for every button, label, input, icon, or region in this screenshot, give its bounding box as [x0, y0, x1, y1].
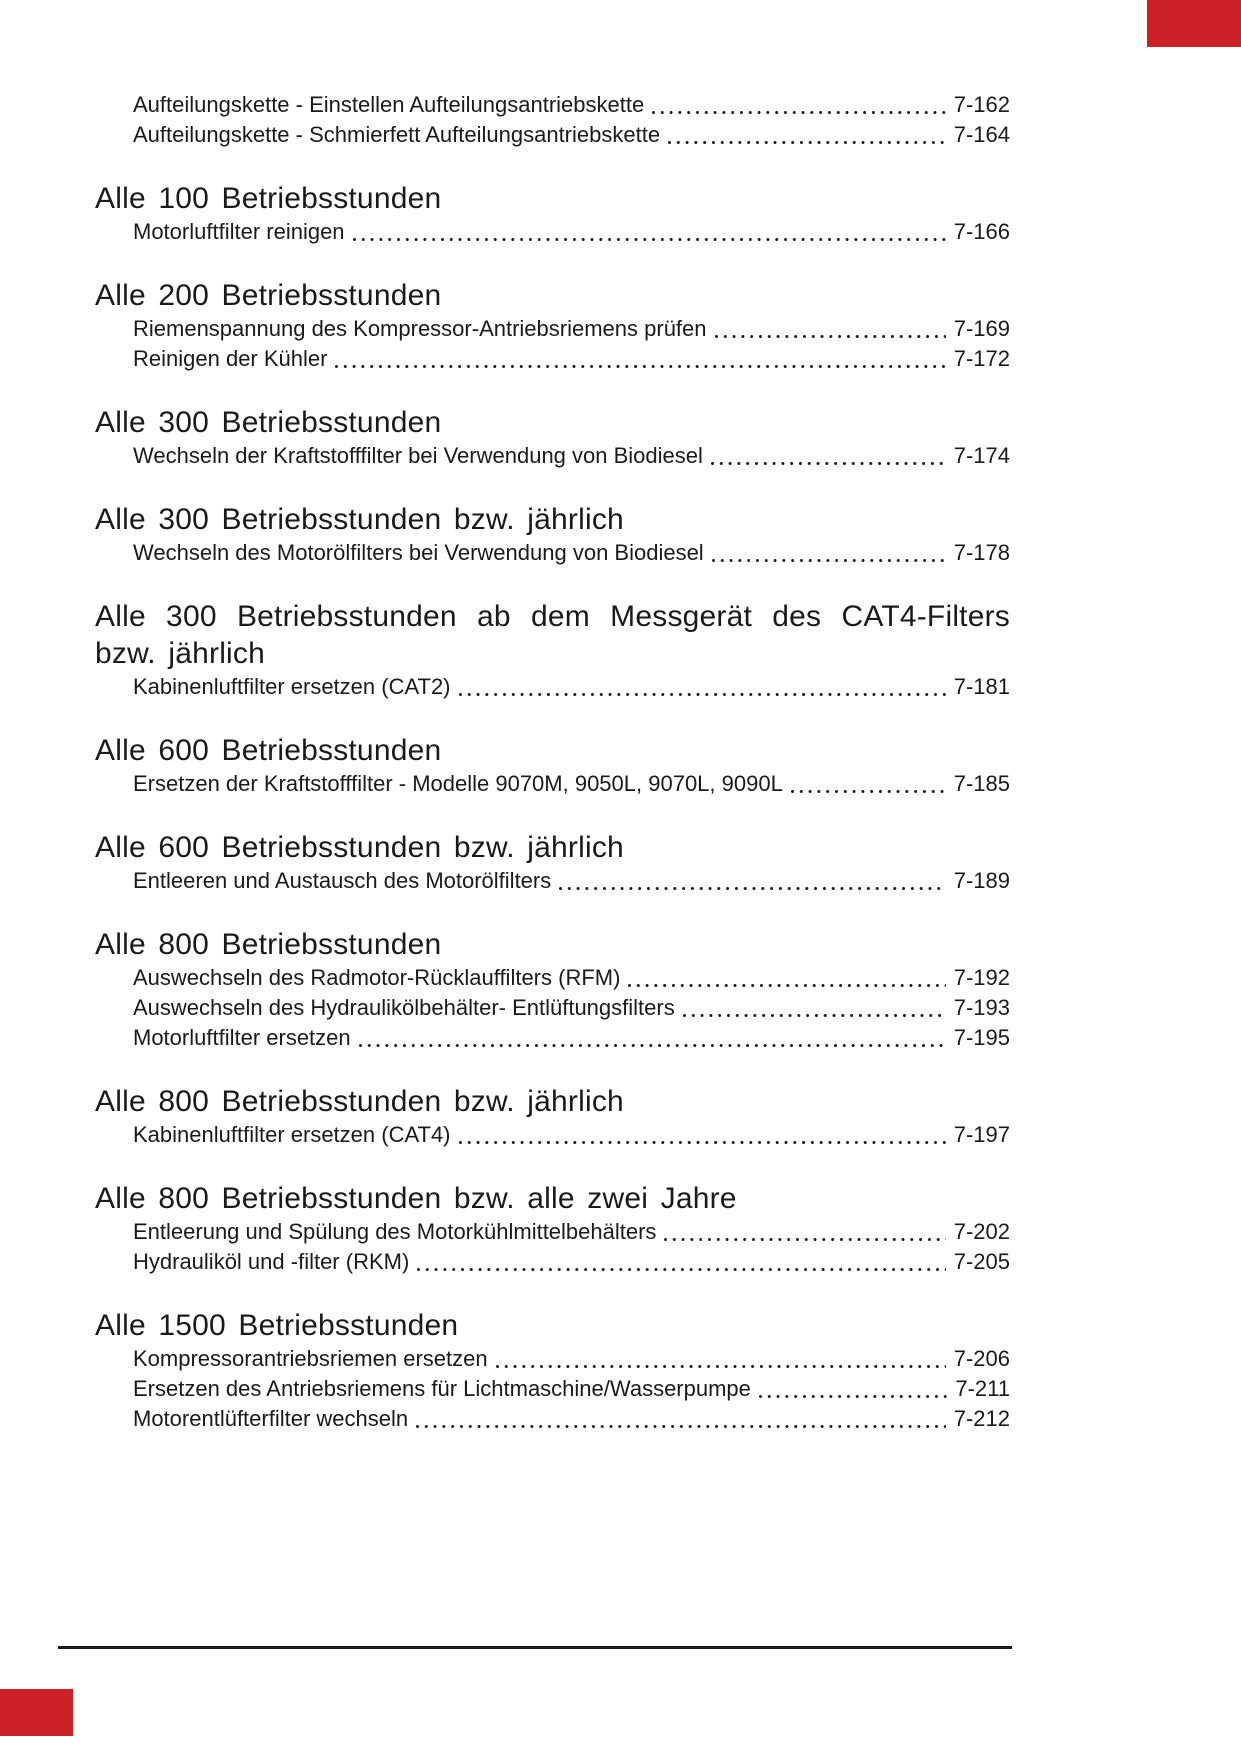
entry-title: Entleerung und Spülung des Motorkühlmittelbehälters: [133, 1219, 657, 1244]
dot-leader: [703, 441, 954, 471]
entry-page-number: 7-164: [953, 122, 1010, 147]
section-heading: Alle 300 Betriebsstunden ab dem Messgerät des CAT4-Filters bzw. jährlich: [95, 600, 1010, 670]
dot-leader: [704, 538, 954, 568]
entry-title: Wechseln des Motorölfilters bei Verwendung von Biodiesel: [133, 540, 704, 565]
dot-leader: [488, 1344, 954, 1374]
entry-page-number: 7-206: [953, 1346, 1010, 1371]
toc-section: [95, 1307, 1010, 1434]
dot-leader: [409, 1247, 953, 1277]
entry-title: Motorluftfilter reinigen: [133, 219, 345, 244]
entry-page-number: 7-192: [953, 965, 1010, 990]
entry-page-number: 7-178: [953, 540, 1010, 565]
dot-leader: [707, 314, 954, 344]
section-heading: Alle 800 Betriebsstunden bzw. jährlich: [95, 1085, 624, 1118]
toc-entry[interactable]: [95, 217, 1010, 247]
dot-leader: [327, 344, 953, 374]
toc-section: [95, 277, 1010, 374]
toc-entry[interactable]: [95, 90, 1010, 120]
toc-entry[interactable]: [95, 993, 1010, 1023]
toc-entry[interactable]: [95, 769, 1010, 799]
entry-title: Motorluftfilter ersetzen: [133, 1025, 351, 1050]
toc-entry[interactable]: [95, 1217, 1010, 1247]
dot-leader: [783, 769, 954, 799]
dot-leader: [751, 1374, 955, 1404]
entry-page-number: 7-212: [953, 1406, 1010, 1431]
toc-entry[interactable]: [95, 441, 1010, 471]
dot-leader: [675, 993, 954, 1023]
bottom-rule: [58, 1646, 1012, 1649]
bottom-left-red-mark: [0, 1689, 73, 1736]
entry-title: Riemenspannung des Kompressor-Antriebsriemens prüfen: [133, 316, 707, 341]
entry-title: Hydrauliköl und -filter (RKM): [133, 1249, 410, 1274]
dot-leader: [551, 866, 953, 896]
dot-leader: [345, 217, 954, 247]
entry-page-number: 7-193: [953, 995, 1010, 1020]
entry-page-number: 7-185: [953, 771, 1010, 796]
toc-section: [95, 180, 1010, 247]
dot-leader: [660, 120, 954, 150]
entry-page-number: 7-205: [953, 1249, 1010, 1274]
toc-entry[interactable]: [95, 866, 1010, 896]
toc-section: [95, 404, 1010, 471]
toc-entry[interactable]: [95, 1023, 1010, 1053]
entry-title: Auswechseln des Radmotor-Rücklauffilters (RFM): [133, 965, 621, 990]
toc-entry[interactable]: [95, 120, 1010, 150]
section-heading: Alle 300 Betriebsstunden: [95, 406, 442, 439]
entry-title: Kabinenluftfilter ersetzen (CAT4): [133, 1122, 451, 1147]
dot-leader: [451, 672, 954, 702]
toc-entry[interactable]: [95, 344, 1010, 374]
dot-leader: [351, 1023, 954, 1053]
entry-title: Motorentlüfterfilter wechseln: [133, 1406, 409, 1431]
toc-entry[interactable]: [95, 314, 1010, 344]
toc-entry[interactable]: [95, 672, 1010, 702]
top-right-red-mark: [1147, 0, 1241, 47]
toc-section: [95, 90, 1010, 150]
toc-section: [95, 501, 1010, 568]
dot-leader: [644, 90, 954, 120]
entry-title: Entleeren und Austausch des Motorölfilters: [133, 868, 552, 893]
toc-entry[interactable]: [95, 538, 1010, 568]
section-heading: Alle 800 Betriebsstunden: [95, 928, 442, 961]
section-heading: Alle 800 Betriebsstunden bzw. alle zwei Jahre: [95, 1182, 737, 1215]
toc-entry[interactable]: [95, 1247, 1010, 1277]
toc-section: [95, 926, 1010, 1053]
entry-page-number: 7-174: [953, 443, 1010, 468]
entry-title: Kompressorantriebsriemen ersetzen: [133, 1346, 488, 1371]
entry-page-number: 7-202: [953, 1219, 1010, 1244]
entry-title: Ersetzen des Antriebsriemens für Lichtmaschine/Wasserpumpe: [133, 1376, 751, 1401]
toc-section: [95, 829, 1010, 896]
entry-title: Kabinenluftfilter ersetzen (CAT2): [133, 674, 451, 699]
dot-leader: [656, 1217, 953, 1247]
toc-section: [95, 1083, 1010, 1150]
section-heading: Alle 600 Betriebsstunden bzw. jährlich: [95, 831, 624, 864]
entry-page-number: 7-189: [953, 868, 1010, 893]
section-heading: Alle 1500 Betriebsstunden: [95, 1309, 459, 1342]
entry-page-number: 7-211: [955, 1376, 1010, 1401]
section-heading: Alle 200 Betriebsstunden: [95, 279, 442, 312]
toc-section: [95, 732, 1010, 799]
entry-page-number: 7-197: [953, 1122, 1010, 1147]
entry-title: Reinigen der Kühler: [133, 346, 328, 371]
entry-title: Aufteilungskette - Schmierfett Aufteilungsantriebskette: [133, 122, 661, 147]
entry-page-number: 7-162: [953, 92, 1010, 117]
toc-entry[interactable]: [95, 1404, 1010, 1434]
section-heading: Alle 600 Betriebsstunden: [95, 734, 442, 767]
dot-leader: [408, 1404, 954, 1434]
entry-page-number: 7-195: [953, 1025, 1010, 1050]
toc-content: [95, 0, 1010, 1434]
dot-leader: [451, 1120, 954, 1150]
toc-entry[interactable]: [95, 963, 1010, 993]
toc-entry[interactable]: [95, 1374, 1010, 1404]
entry-title: Aufteilungskette - Einstellen Aufteilungsantriebskette: [133, 92, 645, 117]
entry-page-number: 7-169: [953, 316, 1010, 341]
toc-sections: [95, 90, 1010, 1434]
toc-section: [95, 1180, 1010, 1277]
entry-page-number: 7-172: [953, 346, 1010, 371]
section-heading: Alle 100 Betriebsstunden: [95, 182, 442, 215]
entry-page-number: 7-181: [953, 674, 1010, 699]
section-heading: Alle 300 Betriebsstunden bzw. jährlich: [95, 503, 624, 536]
entry-title: Ersetzen der Kraftstofffilter - Modelle 9070M, 9050L, 9070L, 9090L: [133, 771, 783, 796]
dot-leader: [620, 963, 953, 993]
entry-title: Auswechseln des Hydraulikölbehälter- Entlüftungsfilters: [133, 995, 675, 1020]
toc-entry[interactable]: [95, 1344, 1010, 1374]
toc-entry[interactable]: [95, 1120, 1010, 1150]
entry-title: Wechseln der Kraftstofffilter bei Verwendung von Biodiesel: [133, 443, 703, 468]
entry-page-number: 7-166: [953, 219, 1010, 244]
toc-section: [95, 598, 1010, 702]
